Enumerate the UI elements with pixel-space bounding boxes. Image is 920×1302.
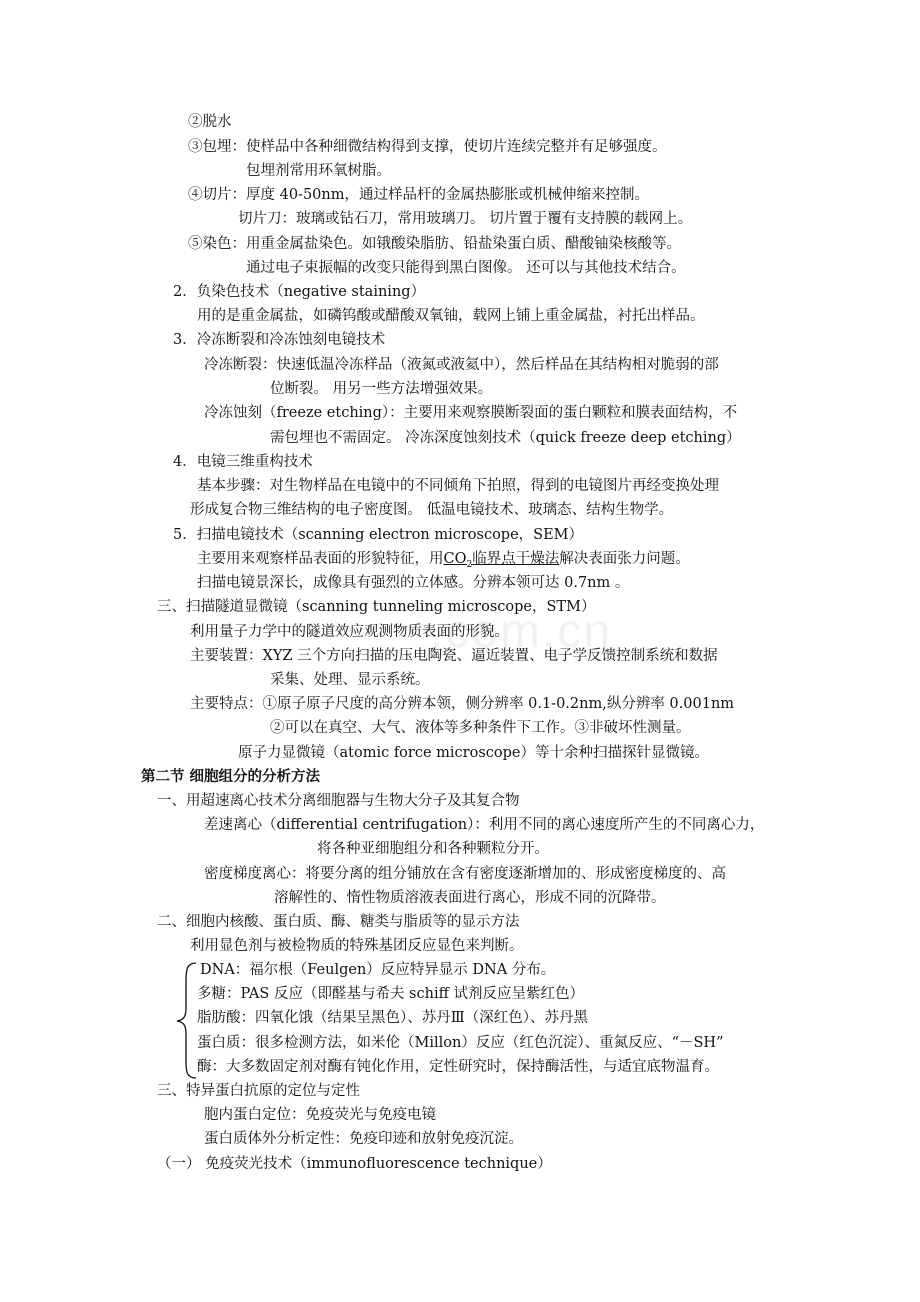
- text-line: 蛋白质体外分析定性：免疫印迹和放射免疫沉淀。: [204, 1131, 523, 1147]
- text-line: 扫描电镜景深长，成像具有强烈的立体感。分辨本领可达 0.7nm 。: [197, 575, 630, 591]
- critical-point-drying: 临界点干燥法: [472, 551, 560, 567]
- text-line: 位断裂。 用另一些方法增强效果。: [270, 381, 493, 397]
- text-line: [197, 549, 690, 569]
- section-heading: 三、特异蛋白抗原的定位与定性: [157, 1083, 360, 1099]
- text-line: 主要装置：XYZ 三个方向扫描的压电陶瓷、逼近装置、电子学反馈控制系统和数据: [190, 648, 718, 664]
- watermark: .com.cn: [430, 605, 613, 658]
- text-line: 溶解性的、惰性物质溶液表面进行离心，形成不同的沉降带。: [274, 890, 666, 906]
- text-line: 切片刀：玻璃或钻石刀，常用玻璃刀。 切片置于覆有支持膜的载网上。: [238, 211, 693, 227]
- text-line: 密度梯度离心：将要分离的组分铺放在含有密度逐渐增加的、形成密度梯度的、高: [204, 866, 726, 882]
- text-line: ③包埋：使样品中各种细微结构得到支撑，使切片连续完整并有足够强度。: [188, 139, 667, 155]
- text-line: 蛋白质：很多检测方法，如米伦（Millon）反应（红色沉淀）、重氮反应、“－SH”: [197, 1035, 724, 1051]
- section-heading: （一） 免疫荧光技术（immunofluorescence technique）: [157, 1156, 552, 1172]
- text-line: 多糖：PAS 反应（即醛基与希夫 schiff 试剂反应呈紫红色）: [197, 986, 584, 1002]
- text-segment: 解决表面张力问题。: [559, 551, 690, 567]
- section-heading: 2．负染色技术（negative staining）: [173, 284, 426, 300]
- text-line: 通过电子束振幅的改变只能得到黑白图像。 还可以与其他技术结合。: [246, 260, 686, 276]
- co2-symbol: CO: [443, 551, 467, 567]
- text-line: ②可以在真空、大气、液体等多种条件下工作。③非破坏性测量。: [270, 720, 691, 736]
- text-line: 利用量子力学中的隧道效应观测物质表面的形貌。: [190, 624, 509, 640]
- text-line: 脂肪酸：四氧化饿（结果呈黑色）、苏丹Ⅲ（深红色）、苏丹黑: [197, 1010, 588, 1026]
- co2-subscript: 2: [466, 559, 473, 570]
- text-line: 冷冻蚀刻（freeze etching）：主要用来观察膜断裂面的蛋白颗粒和膜表面结构，不: [204, 405, 738, 421]
- chapter-heading: 第二节 细胞组分的分析方法: [141, 768, 321, 785]
- section-heading: 5．扫描电镜技术（scanning electron microscope，SEM）: [173, 527, 584, 543]
- section-heading: 4．电镜三维重构技术: [173, 454, 313, 470]
- co2-formula: [443, 551, 473, 570]
- text-line: ④切片：厚度 40-50nm，通过样品杆的金属热膨胀或机械伸缩来控制。: [188, 187, 649, 203]
- section-heading: 三、扫描隧道显微镜（scanning tunneling microscope，STM）: [157, 599, 596, 615]
- text-line: 包埋剂常用环氧树脂。: [246, 163, 391, 179]
- text-line: 形成复合物三维结构的电子密度图。 低温电镜技术、玻璃态、结构生物学。: [190, 502, 674, 518]
- text-line: 采集、处理、显示系统。: [270, 672, 430, 688]
- text-line: 将各种亚细胞组分和各种颗粒分开。: [317, 841, 549, 857]
- text-line: 酶：大多数固定剂对酶有钝化作用，定性研究时，保持酶活性，与适宜底物温育。: [197, 1059, 719, 1075]
- section-heading: 二、细胞内核酸、蛋白质、酶、糖类与脂质等的显示方法: [157, 914, 520, 930]
- text-segment: 主要用来观察样品表面的形貌特征，用: [197, 551, 444, 567]
- text-line: 利用显色剂与被检物质的特殊基团反应显色来判断。: [190, 938, 524, 954]
- text-line: 基本步骤：对生物样品在电镜中的不同倾角下拍照，得到的电镜图片再经变换处理: [197, 478, 719, 494]
- text-line: ②脱水: [188, 114, 232, 130]
- section-heading: 一、用超速离心技术分离细胞器与生物大分子及其复合物: [157, 793, 520, 809]
- text-line: 用的是重金属盐，如磷钨酸或醋酸双氧铀，载网上铺上重金属盐，衬托出样品。: [197, 308, 705, 324]
- section-heading: 3．冷冻断裂和冷冻蚀刻电镜技术: [173, 332, 386, 348]
- text-line: DNA：福尔根（Feulgen）反应特异显示 DNA 分布。: [200, 962, 556, 978]
- text-line: 主要特点：①原子原子尺度的高分辨本领，侧分辨率 0.1-0.2nm,纵分辨率 0.001nm: [190, 696, 735, 712]
- text-line: 原子力显微镜（atomic force microscope）等十余种扫描探针显微镜。: [238, 745, 709, 761]
- text-line: 冷冻断裂：快速低温冷冻样品（液氮或液氦中），然后样品在其结构相对脆弱的部: [204, 357, 719, 373]
- text-line: 需包埋也不需固定。 冷冻深度蚀刻技术（quick freeze deep etching）: [270, 430, 741, 446]
- text-line: ⑤染色：用重金属盐染色。如锇酸染脂肪、铅盐染蛋白质、醋酸铀染核酸等。: [188, 236, 681, 252]
- text-line: 胞内蛋白定位：免疫荧光与免疫电镜: [204, 1107, 436, 1123]
- text-line: 差速离心（differential centrifugation）：利用不同的离心速度所产生的不同离心力，: [204, 817, 765, 833]
